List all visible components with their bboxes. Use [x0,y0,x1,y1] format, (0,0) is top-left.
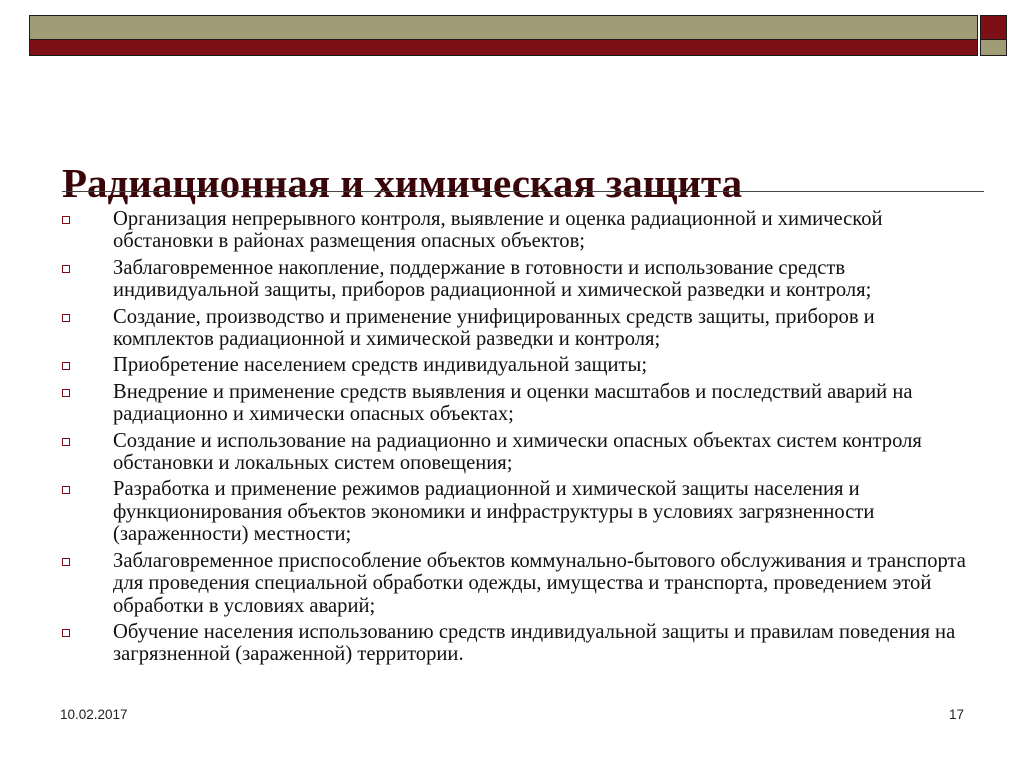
bullet-text: Заблаговременное приспособление объектов коммунально-бытового обслуживания и транспорта для проведения специальной обработки одежды, имущества и транспорта, проведением этой обработки в условиях аварий; [113,549,966,617]
square-bullet-icon [62,265,70,273]
bullet-item [58,478,978,545]
bullet-text: Внедрение и применение средств выявления и оценки масштабов и последствий аварий на радиационно и химически опасных объектах; [113,380,913,426]
square-bullet-icon [62,438,70,446]
bullet-item [58,257,978,302]
bullet-text: Создание и использование на радиационно и химически опасных объектах систем контроля обстановки и локальных систем оповещения; [113,429,922,475]
header-square-olive [980,40,1007,56]
footer-date: 10.02.2017 [60,707,128,722]
header-bar-maroon [29,40,978,56]
square-bullet-icon [62,362,70,370]
bullet-item [58,306,978,351]
square-bullet-icon [62,486,70,494]
title-divider [62,191,984,192]
header-square-maroon [980,15,1007,40]
bullet-text: Обучение населения использованию средств индивидуальной защиты и правилам поведения на загрязненной (зараженной) территории. [113,620,956,666]
bullet-item [58,208,978,253]
bullet-item [58,354,978,376]
header-bar-olive [29,15,978,40]
bullet-text: Создание, производство и применение унифицированных средств защиты, приборов и комплектов радиационной и химической разведки и контроля; [113,305,875,351]
square-bullet-icon [62,558,70,566]
square-bullet-icon [62,389,70,397]
bullet-item [58,621,978,666]
bullet-item [58,381,978,426]
bullet-text: Разработка и применение режимов радиационной и химической защиты населения и функционирования объектов экономики и инфраструктуры в условиях загрязненности (зараженности) местности; [113,478,875,546]
slide-title: Радиационная и химическая защита [62,160,743,207]
bullet-list [58,208,978,670]
square-bullet-icon [62,216,70,224]
bullet-text: Заблаговременное накопление, поддержание в готовности и использование средств индивидуальной защиты, приборов радиационной и химической разведки и контроля; [113,256,872,302]
footer-page-number: 17 [948,707,964,722]
bullet-item [58,430,978,475]
bullet-text: Организация непрерывного контроля, выявление и оценка радиационной и химической обстановки в районах размещения опасных объектов; [113,208,883,253]
bullet-item [58,550,978,617]
bullet-text: Приобретение населением средств индивидуальной защиты; [113,354,648,377]
square-bullet-icon [62,629,70,637]
square-bullet-icon [62,314,70,322]
